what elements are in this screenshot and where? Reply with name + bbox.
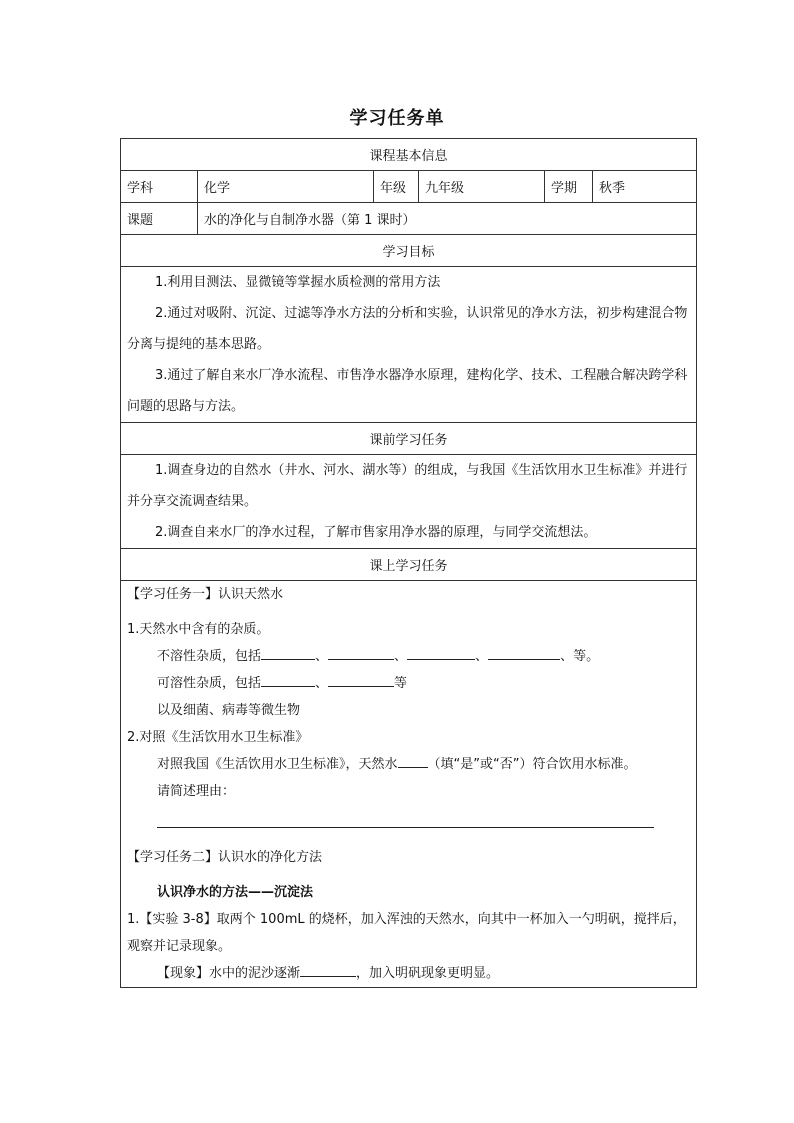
term-label: 学期 bbox=[545, 171, 593, 203]
blank-soluble-1[interactable] bbox=[261, 671, 315, 687]
topic-value: 水的净化与自制净水器（第 1 课时） bbox=[198, 203, 697, 235]
experiment-text: 1.【实验 3-8】取两个 100mL 的烧杯，加入浑浊的天然水，向其中一杯加入一勺明矾，搅拌后，观察并记录现象。 bbox=[127, 912, 686, 954]
in-class-header: 课上学习任务 bbox=[121, 549, 697, 581]
blank-observation[interactable] bbox=[300, 961, 356, 977]
in-class-body bbox=[121, 581, 697, 988]
basic-info-header: 课程基本信息 bbox=[121, 139, 697, 171]
page-title: 学习任务单 bbox=[349, 108, 445, 129]
blank-soluble-2[interactable] bbox=[328, 671, 394, 687]
pre-class-header: 课前学习任务 bbox=[121, 423, 697, 455]
task1-title: 【学习任务一】认识天然水 bbox=[127, 587, 284, 602]
question-2: 2.对照《生活饮用水卫生标准》 bbox=[127, 730, 309, 745]
task2-title: 【学习任务二】认识水的净化方法 bbox=[127, 850, 323, 865]
pre-class-item: 2.调查自来水厂的净水过程，了解市售家用净水器的原理，与同学交流想法。 bbox=[155, 525, 597, 540]
goal-item: 2.通过对吸附、沉淀、过滤等净水方法的分析和实验，认识常见的净水方法，初步构建混合物分离与提纯的基本思路。 bbox=[127, 306, 688, 352]
grade-value: 九年级 bbox=[419, 171, 545, 203]
blank-insoluble-4[interactable] bbox=[488, 644, 560, 660]
goals-list bbox=[121, 267, 697, 423]
question-1: 1.天然水中含有的杂质。 bbox=[127, 622, 270, 637]
goals-header: 学习目标 bbox=[121, 235, 697, 267]
blank-insoluble-2[interactable] bbox=[328, 644, 394, 660]
blank-yes-no[interactable] bbox=[398, 752, 428, 768]
soluble-line: 可溶性杂质，包括 、 等 bbox=[127, 670, 690, 697]
method-title: 认识净水的方法——沉淀法 bbox=[157, 885, 314, 900]
task-sheet-table bbox=[120, 138, 697, 988]
insoluble-line: 不溶性杂质，包括 、 、 、 、等。 bbox=[127, 643, 690, 670]
pre-class-item: 1.调查身边的自然水（井水、河水、湖水等）的组成，与我国《生活饮用水卫生标准》并进行并分享交流调查结果。 bbox=[127, 463, 688, 509]
term-value: 秋季 bbox=[593, 171, 697, 203]
soluble-suffix: 等 bbox=[394, 676, 408, 691]
pre-class-list bbox=[121, 455, 697, 549]
microbes-line: 以及细菌、病毒等微生物 bbox=[157, 703, 301, 718]
topic-label: 课题 bbox=[121, 203, 198, 235]
subject-label: 学科 bbox=[121, 171, 198, 203]
blank-insoluble-3[interactable] bbox=[407, 644, 475, 660]
soluble-prefix: 可溶性杂质，包括 bbox=[157, 676, 262, 691]
grade-label: 年级 bbox=[374, 171, 419, 203]
insoluble-prefix: 不溶性杂质，包括 bbox=[157, 649, 262, 664]
insoluble-suffix: 、等。 bbox=[560, 649, 600, 664]
goal-item: 1.利用目测法、显微镜等掌握水质检测的常用方法 bbox=[155, 275, 441, 290]
compare-line: 对照我国《生活饮用水卫生标准》，天然水 （填“是”或“否”）符合饮用水标准。 bbox=[127, 751, 690, 778]
subject-value: 化学 bbox=[198, 171, 374, 203]
blank-insoluble-1[interactable] bbox=[261, 644, 315, 660]
reason-answer-line[interactable] bbox=[157, 827, 654, 828]
reason-prompt: 请简述理由： bbox=[157, 784, 236, 799]
observation-line: 【现象】水中的泥沙逐渐 ，加入明矾现象更明显。 bbox=[127, 960, 690, 987]
goal-item: 3.通过了解自来水厂净水流程、市售净水器净水原理，建构化学、技术、工程融合解决跨学科问题的思路与方法。 bbox=[127, 368, 688, 414]
